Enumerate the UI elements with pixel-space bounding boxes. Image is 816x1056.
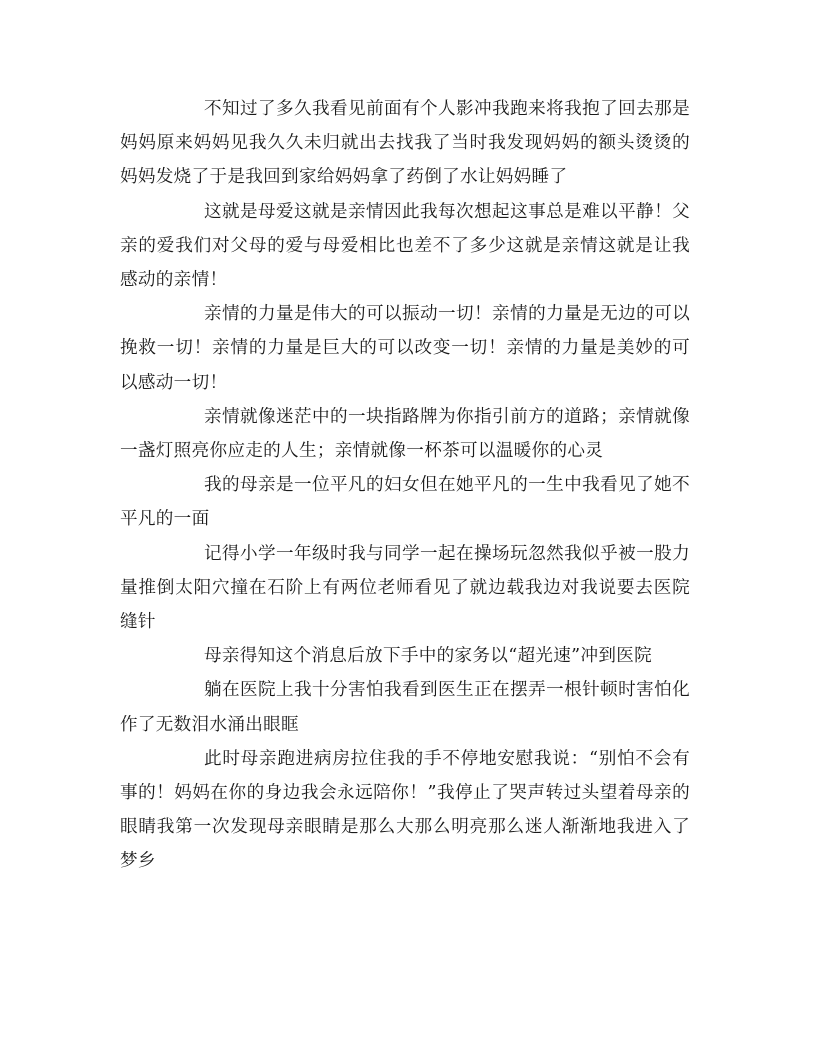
paragraph-3: 亲情的力量是伟大的可以振动一切！亲情的力量是无边的可以挽救一切！亲情的力量是巨大的可以改变一切！亲情的力量是美妙的可以感动一切！ (120, 304, 690, 393)
document-body (120, 92, 690, 879)
paragraph-5: 我的母亲是一位平凡的妇女但在她平凡的一生中我看见了她不平凡的一面 (120, 475, 690, 530)
paragraph-9: 此时母亲跑进病房拉住我的手不停地安慰我说：“别怕不会有事的！妈妈在你的身边我会永远陪你！”我停止了哭声转过头望着母亲的眼睛我第一次发现母亲眼睛是那么大那么明亮那么迷人渐渐地我进入了梦乡 (120, 748, 690, 872)
paragraph-1: 不知过了多久我看见前面有个人影冲我跑来将我抱了回去那是妈妈原来妈妈见我久久未归就出去找我了当时我发现妈妈的额头烫烫的妈妈发烧了于是我回到家给妈妈拿了药倒了水让妈妈睡了 (120, 99, 690, 188)
paragraph-4: 亲情就像迷茫中的一块指路牌为你指引前方的道路；亲情就像一盏灯照亮你应走的人生；亲情就像一杯茶可以温暖你的心灵 (120, 406, 690, 462)
paragraph-8: 躺在医院上我十分害怕我看到医生正在摆弄一根针顿时害怕化作了无数泪水涌出眼眶 (120, 680, 690, 735)
paragraph-2: 这就是母爱这就是亲情因此我每次想起这事总是难以平静！父亲的爱我们对父母的爱与母爱相比也差不了多少这就是亲情这就是让我感动的亲情！ (120, 201, 690, 291)
paragraph-6: 记得小学一年级时我与同学一起在操场玩忽然我似乎被一股力量推倒太阳穴撞在石阶上有两位老师看见了就边载我边对我说要去医院缝针 (120, 543, 690, 633)
paragraph-7: 母亲得知这个消息后放下手中的家务以“超光速”冲到医院 (204, 646, 653, 667)
